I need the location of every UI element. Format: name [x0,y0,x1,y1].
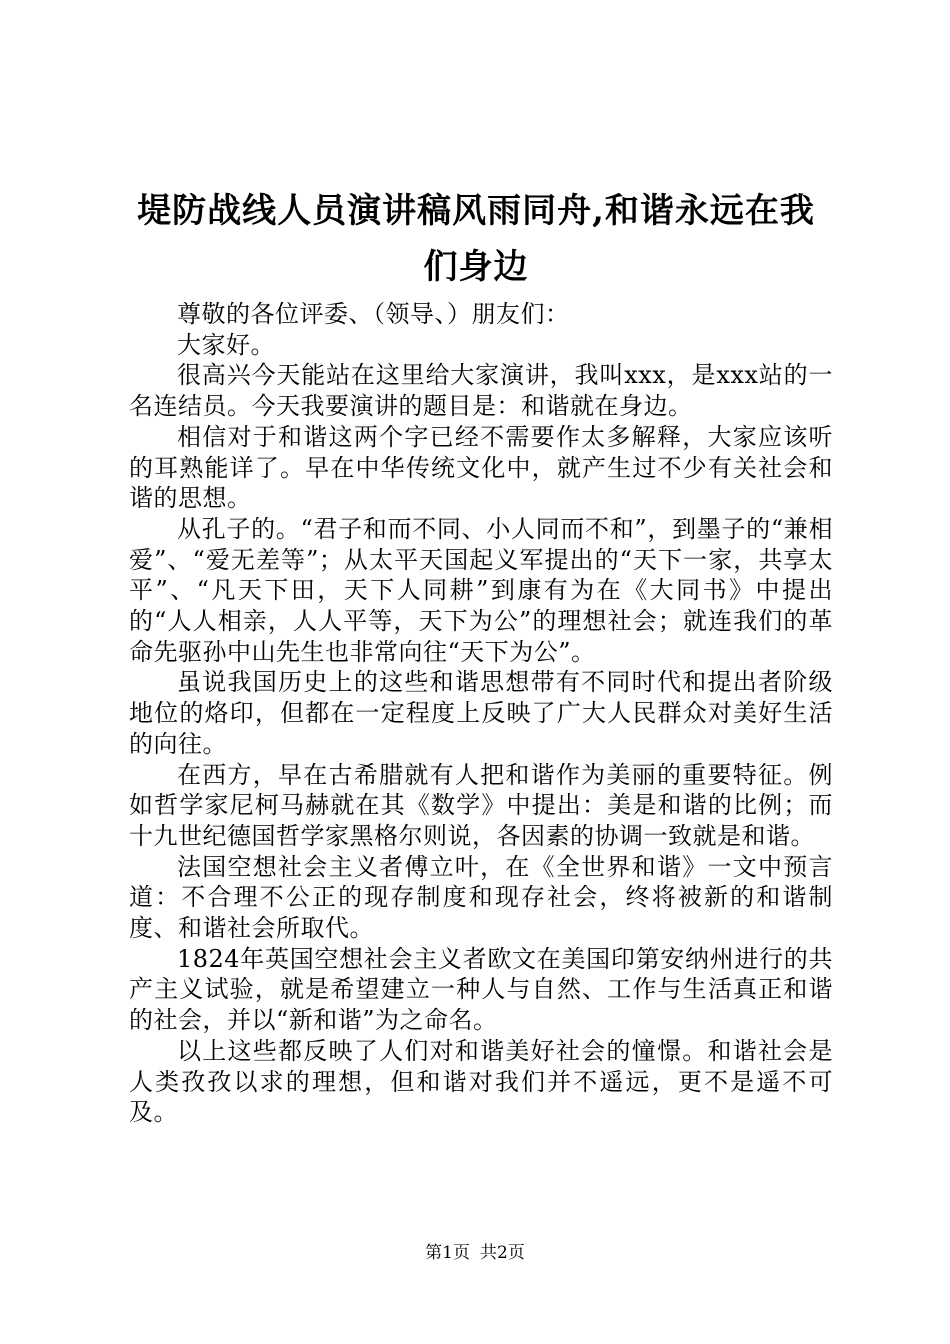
page-number: 第1页 [425,1243,470,1263]
body-paragraph: 法国空想社会主义者傅立叶，在《全世界和谐》一文中预言道：不合理不公正的现存制度和现存社会，终将被新的和谐制度、和谐社会所取代。 [129,852,833,943]
body-paragraph: 1824年英国空想社会主义者欧文在美国印第安纳州进行的共产主义试验，就是希望建立一种人与自然、工作与生活真正和谐的社会，并以“新和谐”为之命名。 [129,944,833,1035]
body-paragraph: 以上这些都反映了人们对和谐美好社会的憧憬。和谐社会是人类孜孜以求的理想，但和谐对我们并不遥远，更不是遥不可及。 [129,1036,833,1127]
greeting-paragraph: 大家好。 [177,330,275,359]
body-paragraph: 在西方，早在古希腊就有人把和谐作为美丽的重要特征。例如哲学家尼柯马赫就在其《数学》中提出：美是和谐的比例；而十九世纪德国哲学家黑格尔则说，各因素的协调一致就是和谐。 [129,760,833,850]
page-total: 共2页 [480,1243,525,1263]
document-body [129,299,833,1128]
body-paragraph: 从孔子的。“君子和而不同、小人同而不和”，到墨子的“兼相爱”、“爱无差等”；从太平天国起义军提出的“天下一家，共享太平”、“凡天下田，天下人同耕”到康有为在《大同书》中提出的“人人相亲，人人平等，天下为公”的理想社会；就连我们的革命先驱孙中山先生也非常向往“天下为公”。 [129,514,833,666]
body-paragraph: 虽说我国历史上的这些和谐思想带有不同时代和提出者阶级地位的烙印，但都在一定程度上反映了广大人民群众对美好生活的向往。 [129,668,833,758]
page-footer [0,1242,950,1264]
document-title: 堤防战线人员演讲稿风雨同舟,和谐永远在我们身边 [137,191,815,287]
body-paragraph: 相信对于和谐这两个字已经不需要作太多解释，大家应该听的耳熟能详了。早在中华传统文化中，就产生过不少有关社会和谐的思想。 [129,422,833,513]
salutation-paragraph: 尊敬的各位评委、（领导、）朋友们： [177,300,570,328]
body-paragraph: 很高兴今天能站在这里给大家演讲，我叫xxx，是xxx站的一名连结员。今天我要演讲的题目是：和谐就在身边。 [129,361,833,421]
